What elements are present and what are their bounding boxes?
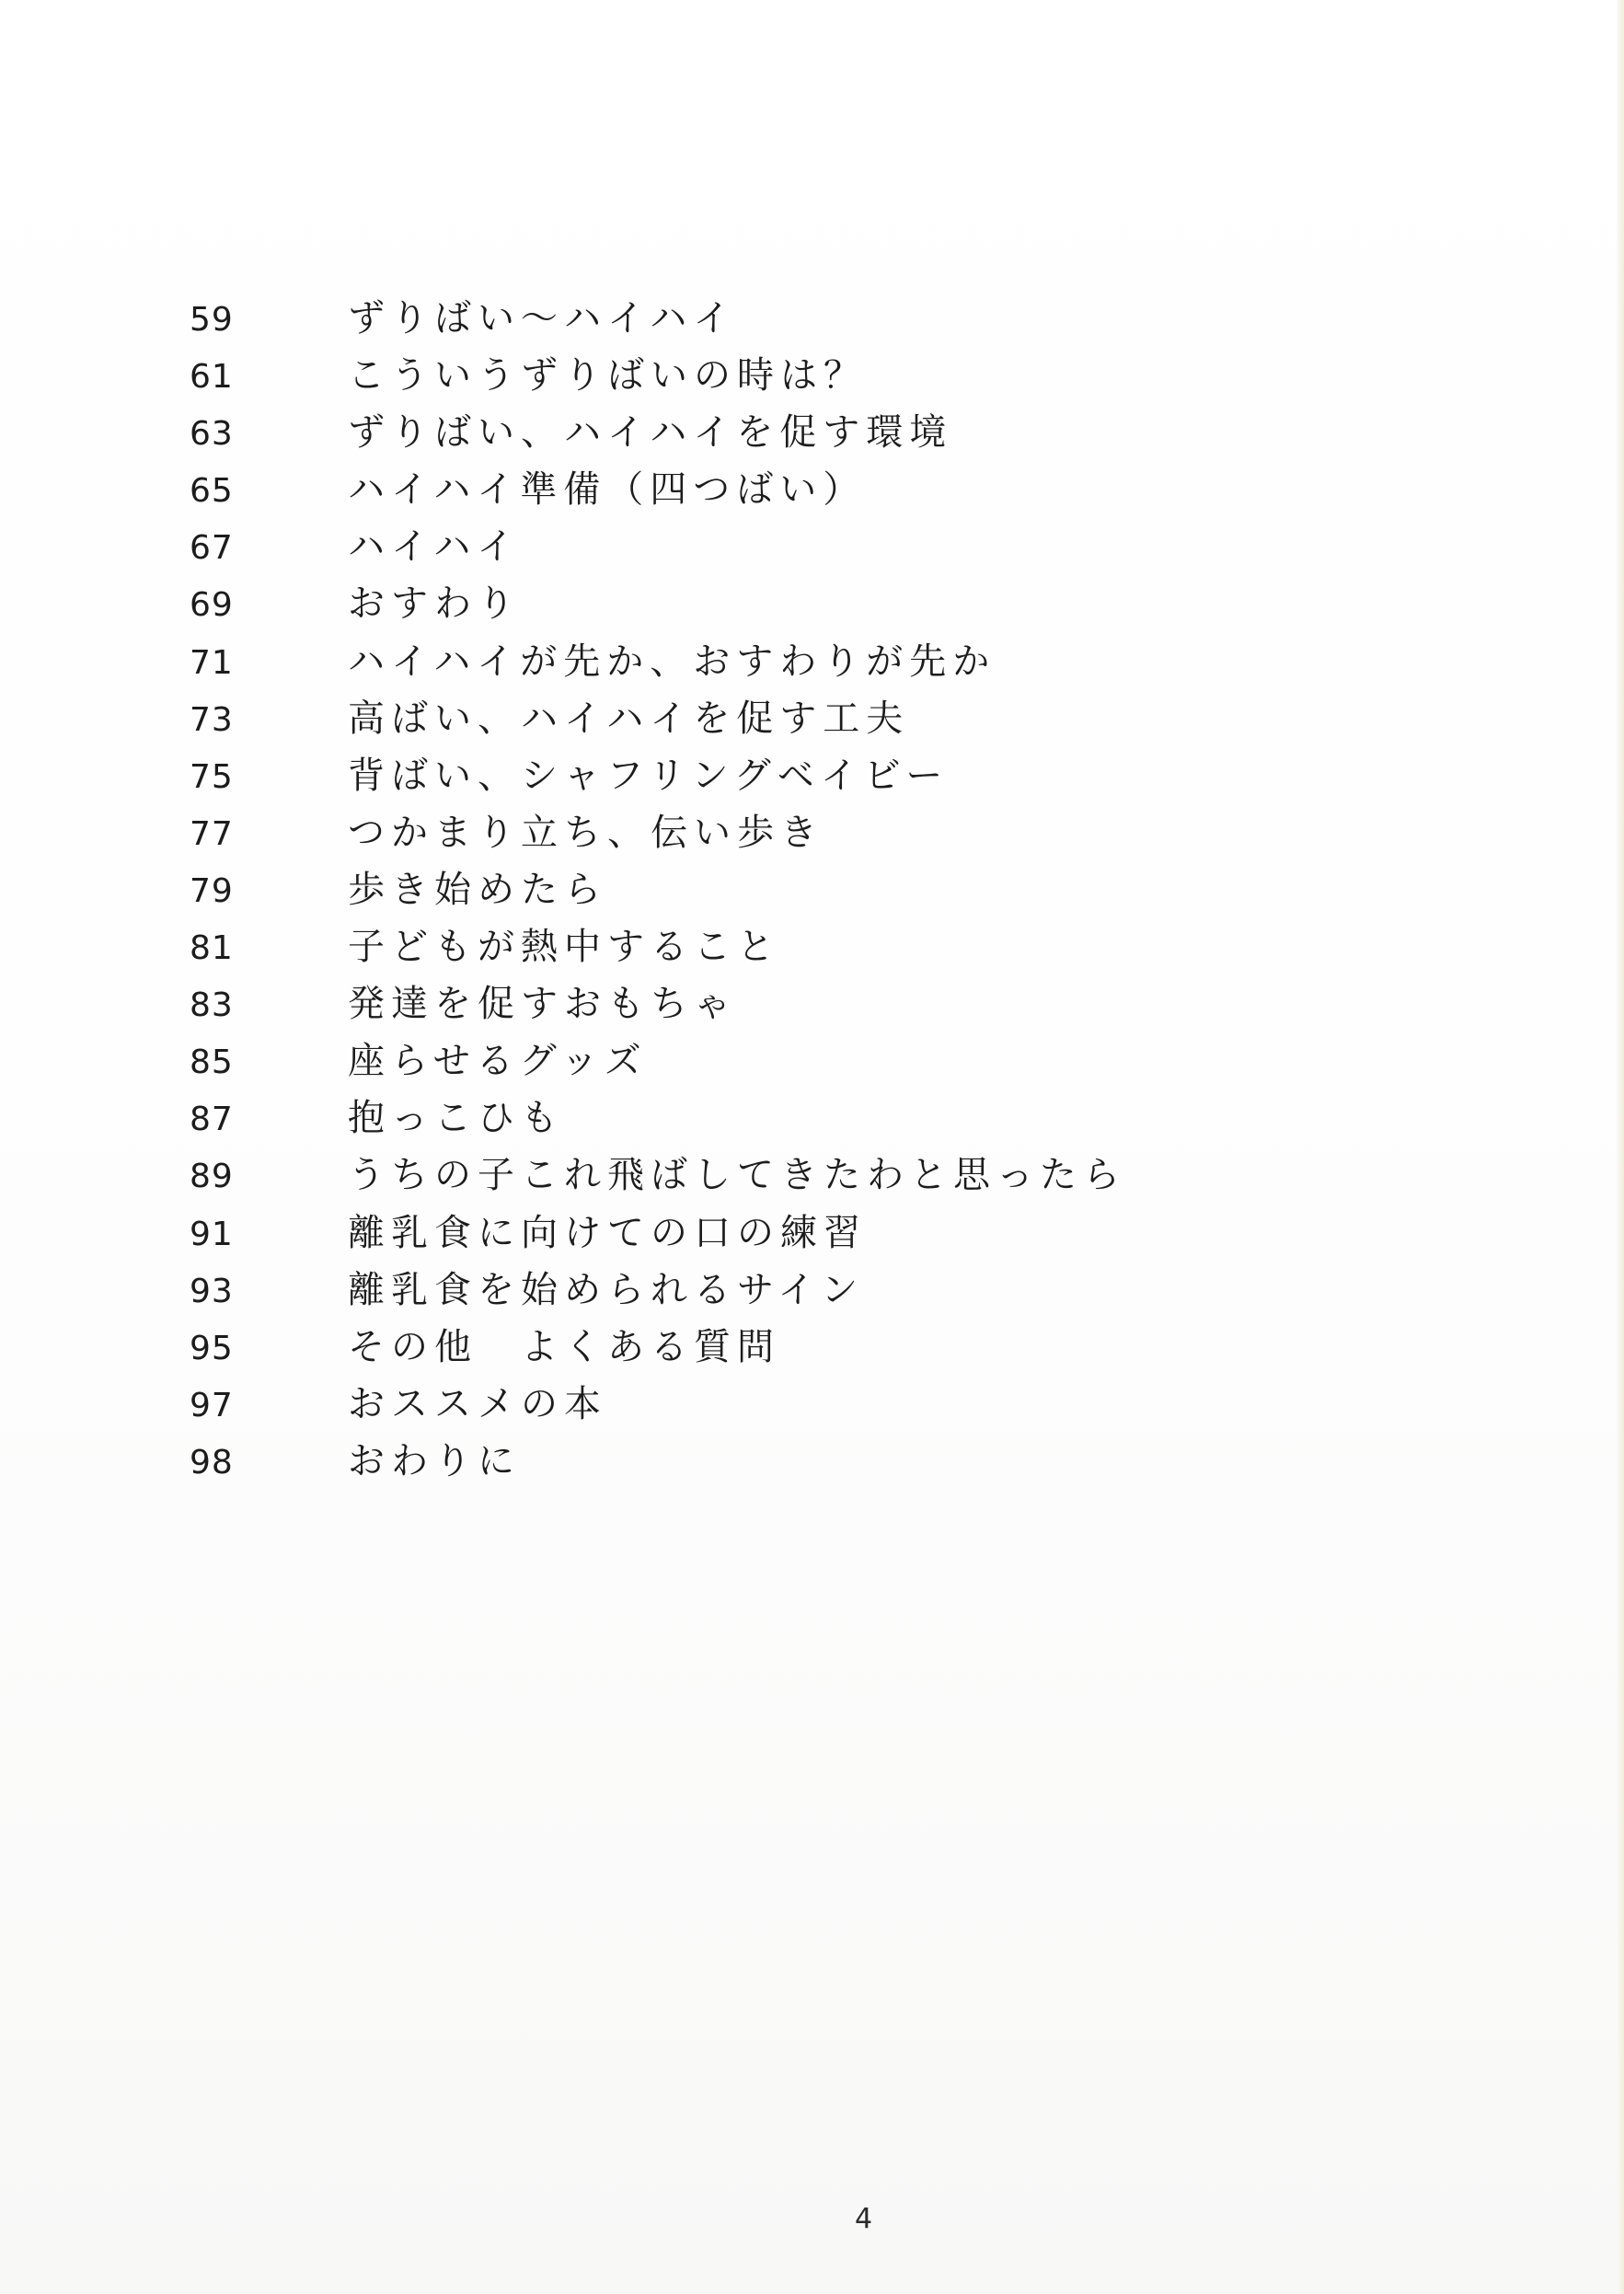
toc-entry [0,521,1624,578]
toc-entry [0,807,1624,864]
toc-title: ハイハイ [348,525,521,569]
toc-entry [0,978,1624,1035]
toc-title: ハイハイが先か、おすわりが先か [348,640,996,683]
toc-title: ずりばい～ハイハイ [348,297,737,340]
toc-page-number: 89 [190,1158,234,1196]
toc-entry [0,1435,1624,1493]
toc-title: その他 よくある質問 [348,1325,780,1368]
toc-title: 抱っこひも [348,1097,564,1140]
toc-entry [0,293,1624,350]
toc-entry [0,407,1624,464]
toc-page-number: 87 [190,1101,234,1139]
toc-page-number: 81 [190,929,234,968]
toc-entry [0,1092,1624,1149]
toc-title: 座らせるグッズ [348,1040,648,1083]
toc-page-number: 61 [190,358,234,397]
toc-title: 離乳食に向けての口の練習 [348,1211,867,1254]
toc-title: ずりばい、ハイハイを促す環境 [348,411,953,455]
toc-entry [0,636,1624,693]
toc-entry [0,864,1624,921]
toc-page-number: 91 [190,1215,234,1253]
toc-title: つかまり立ち、伝い歩き [348,811,824,854]
toc-page-number: 98 [190,1443,234,1481]
toc-page-number: 59 [190,301,234,339]
toc-title: おススメの本 [348,1382,607,1425]
toc-page-number: 77 [190,814,234,853]
toc-entry [0,1378,1624,1435]
toc-title: こういうずりばいの時は？ [348,354,867,398]
toc-title: おわりに [348,1439,521,1482]
table-of-contents [0,293,1624,1493]
toc-title: 高ばい、ハイハイを促す工夫 [348,697,910,740]
toc-entry [0,1035,1624,1092]
toc-entry [0,1207,1624,1264]
toc-page-number: 79 [190,871,234,910]
toc-entry [0,921,1624,978]
toc-entry [0,1321,1624,1378]
page-number: 4 [854,2203,873,2235]
toc-title: 発達を促すおもちゃ [348,983,737,1026]
toc-title: 歩き始めたら [348,868,607,911]
toc-page-number: 71 [190,643,234,682]
toc-page-number: 75 [190,757,234,796]
toc-entry [0,350,1624,407]
toc-entry [0,464,1624,521]
toc-title: ハイハイ準備（四つばい） [348,468,867,512]
toc-page-number: 73 [190,700,234,739]
toc-title: 背ばい、シャフリングベイビー [348,754,950,797]
toc-page-number: 95 [190,1329,234,1367]
toc-title: 離乳食を始められるサイン [348,1268,865,1311]
toc-entry [0,750,1624,807]
toc-title: 子どもが熱中すること [348,926,780,969]
toc-page-number: 83 [190,986,234,1025]
toc-entry [0,1264,1624,1321]
toc-page-number: 69 [190,586,234,625]
toc-title: うちの子これ飛ばしてきたわと思ったら [348,1154,1126,1197]
toc-title: おすわり [348,582,521,626]
toc-entry [0,693,1624,750]
toc-page-number: 97 [190,1386,234,1424]
toc-entry [0,578,1624,635]
toc-entry [0,1149,1624,1206]
toc-page-number: 67 [190,529,234,568]
toc-page-number: 85 [190,1043,234,1082]
toc-page-number: 65 [190,472,234,511]
toc-page-number: 93 [190,1272,234,1310]
toc-page-number: 63 [190,415,234,454]
